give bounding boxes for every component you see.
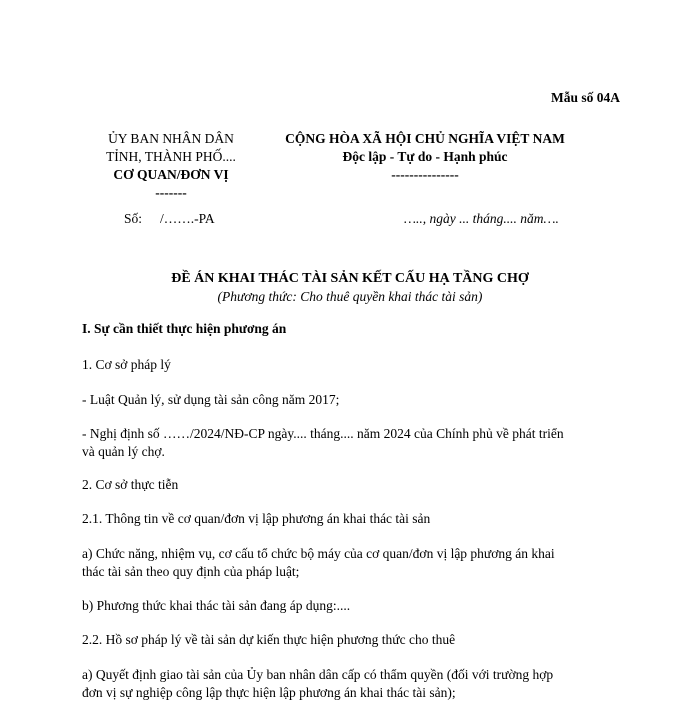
agency-line-committee: ỦY BAN NHÂN DÂN [108, 131, 234, 146]
reference-number [124, 211, 215, 227]
reference-value: /…….-PA [160, 211, 215, 226]
subsection-unit-info: 2.1. Thông tin về cơ quan/đơn vị lập phương án khai thác tài sản [82, 511, 431, 526]
list-item-decree [82, 425, 622, 461]
national-rule: --------------- [391, 167, 459, 182]
subsection-legal-records: 2.2. Hồ sơ pháp lý về tài sản dự kiến thực hiện phương thức cho thuê [82, 632, 456, 647]
subsection-practical-basis: 2. Cơ sở thực tiễn [82, 477, 179, 492]
functions-line-1: a) Chức năng, nhiệm vụ, cơ cấu tổ chức bộ máy của cơ quan/đơn vị lập phương án khai [82, 546, 555, 561]
list-item-law: - Luật Quản lý, sử dụng tài sản công năm 2017; [82, 392, 340, 407]
subsection-legal-basis: 1. Cơ sở pháp lý [82, 357, 171, 372]
section-heading-necessity: I. Sự cần thiết thực hiện phương án [82, 321, 287, 336]
national-motto: Độc lập - Tự do - Hạnh phúc [342, 149, 508, 164]
agency-header [82, 130, 260, 202]
document-title: ĐỀ ÁN KHAI THÁC TÀI SẢN KẾT CẤU HẠ TẦNG CHỢ [171, 271, 529, 286]
list-item-assignment-decision [82, 666, 622, 702]
decree-line-1: - Nghị định số ……/2024/NĐ-CP ngày.... tháng.... năm 2024 của Chính phủ về phát triển [82, 426, 564, 441]
list-item-functions [82, 545, 622, 581]
list-item-current-method: b) Phương thức khai thác tài sản đang áp dụng:.... [82, 598, 351, 613]
national-header [268, 130, 582, 184]
assignment-line-1: a) Quyết định giao tài sản của Ủy ban nhân dân cấp có thẩm quyền (đối với trường hợp [82, 667, 554, 682]
decree-line-2: và quản lý chợ. [82, 444, 165, 459]
reference-label: Số: [124, 211, 143, 226]
functions-line-2: thác tài sản theo quy định của pháp luật; [82, 564, 300, 579]
agency-line-province: TỈNH, THÀNH PHỐ.... [106, 149, 236, 164]
agency-rule: ------- [155, 185, 187, 200]
assignment-line-2: đơn vị sự nghiệp công lập thực hiện lập phương án khai thác tài sản); [82, 685, 456, 700]
document-subtitle: (Phương thức: Cho thuê quyền khai thác tài sản) [217, 289, 483, 304]
agency-line-unit: CƠ QUAN/ĐƠN VỊ [113, 167, 229, 182]
date-line: ….., ngày ... tháng.... năm…. [404, 211, 559, 226]
national-title: CỘNG HÒA XÃ HỘI CHỦ NGHĨA VIỆT NAM [285, 131, 565, 146]
form-number: Mẫu số 04A [550, 90, 620, 105]
